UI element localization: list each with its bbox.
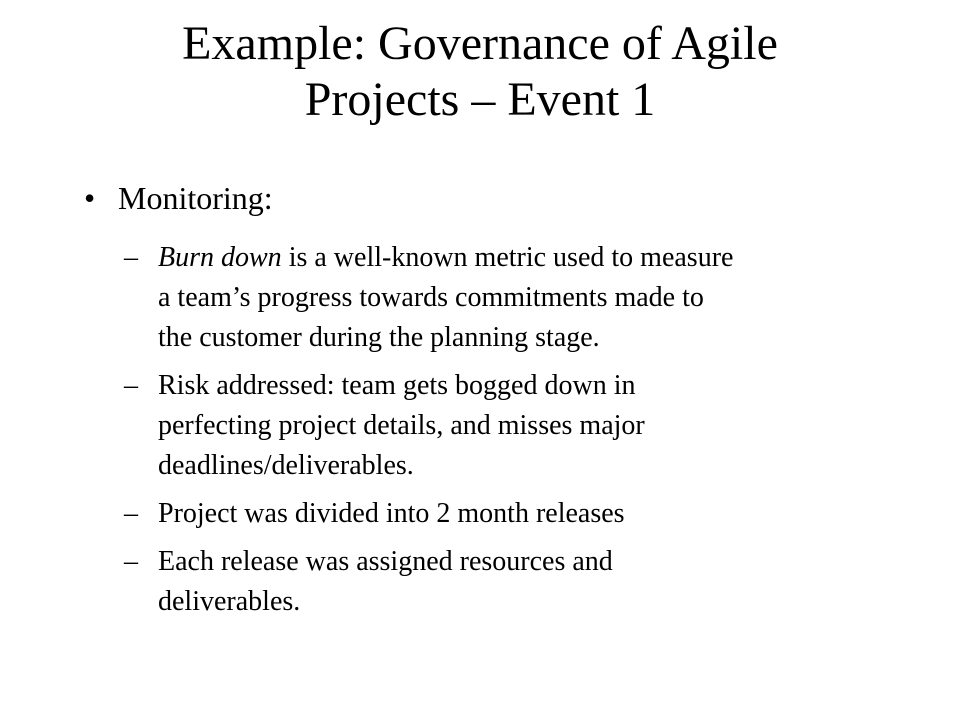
sub-bullet-list: [124, 238, 884, 630]
title-line-2: Projects – Event 1: [304, 73, 656, 126]
dash-marker: –: [124, 546, 138, 577]
sub-bullet-item: [124, 366, 884, 486]
emphasis-text: Burn down: [158, 242, 282, 273]
dash-marker: –: [124, 370, 138, 401]
sub-bullet-line: [158, 238, 884, 278]
sub-bullet-line: Risk addressed: team gets bogged down in: [158, 370, 636, 401]
bullet-marker: •: [84, 180, 96, 216]
sub-bullet-line: Each release was assigned resources and: [158, 546, 613, 577]
sub-bullet-line: deliverables.: [158, 586, 301, 617]
line-text: is a well-known metric used to measure: [281, 242, 734, 273]
sub-bullet-line: a team’s progress towards commitments made to: [158, 282, 704, 313]
sub-bullet-line: deadlines/deliverables.: [158, 450, 414, 481]
dash-marker: –: [124, 242, 138, 273]
dash-marker: –: [124, 498, 138, 529]
sub-bullet-line: Project was divided into 2 month releases: [158, 498, 625, 529]
slide-title: [60, 16, 900, 128]
sub-bullet-line: the customer during the planning stage.: [158, 322, 600, 353]
sub-bullet-item: [124, 542, 884, 622]
bullet-text: Monitoring:: [118, 180, 273, 216]
title-line-1: Example: Governance of Agile: [182, 17, 778, 70]
sub-bullet-item: [124, 238, 884, 358]
sub-bullet-item: [124, 494, 884, 534]
sub-bullet-line: perfecting project details, and misses major: [158, 410, 645, 441]
